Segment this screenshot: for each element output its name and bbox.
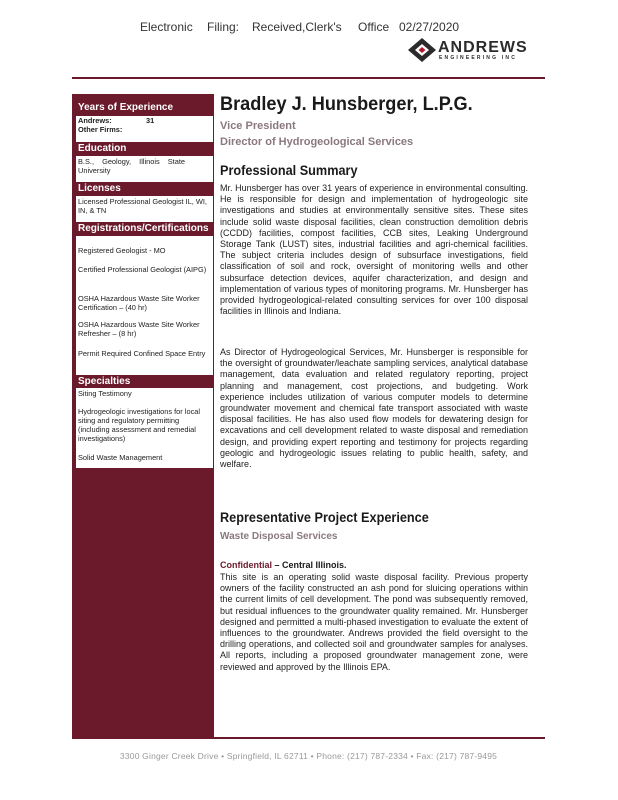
registrations-heading: Registrations/Certifications [78,223,209,234]
department-title: Director of Hydrogeological Services [220,136,414,148]
registration-item: Certified Professional Geologist (AIPG) [78,265,207,274]
logo-subtitle: ENGINEERING INC [439,55,518,61]
stamp-office: Office [358,20,390,34]
job-title: Vice President [220,120,296,132]
diamond-logo-icon [408,38,436,62]
specialties-heading: Specialties [78,376,131,387]
stamp-date: 02/27/2020 [399,20,460,34]
logo-name: ANDREWS [438,39,528,56]
years-andrews [78,116,212,125]
summary-paragraph-2: As Director of Hydrogeological Services, Mr. Hunsberger is responsible for the oversight of groundwater/leachate sampling services, analytical database management, data evaluation and related regulatory reporting, project planning and management, cost projections, and budgeting. Work experience includes utilization of various computer models to determine groundwater movement and chemical fate transport associated with waste disposal facilities. He has also used flow models for dewatering design for excavations and cell development related to waste disposal and remediation design, and providing expert reporting and testimony for projects regarding geologic and hydrogeologic issues relating to public health, safety, and welfare. [220,347,528,470]
education-text: B.S., Geology, Illinois State University [78,157,186,175]
specialty-item: Siting Testimony [78,389,132,398]
footer-address: 3300 Ginger Creek Drive • Springfield, IL 62711 • Phone: (217) 787-2334 • Fax: (217) 787-9495 [119,751,498,761]
specialty-item: Hydrogeologic investigations for local siting and regulatory permitting (including assessment and remedial investigations) [78,407,201,443]
person-name: Bradley J. Hunsberger, L.P.G. [220,93,473,115]
years-andrews-value: 31 [146,116,155,125]
years-heading: Years of Experience [78,102,174,113]
stamp-received: Received,Clerk's [252,20,342,34]
professional-summary-heading: Professional Summary [220,163,358,178]
project-description: This site is an operating solid waste disposal facility. Previous property owners of the facility constructed an ash pond for sluicing operations within the current limits of cell development. The pond was subsequently removed, but residual influences to the groundwater quality remained. Mr. Hunsberger designed and permitted a multi-phased investigation to evaluate the extent of influences to the groundwater. Andrews provided the field oversight to the drilling operations, and collected soil and groundwater samples for analyses. All reports, including a proposed groundwater management zone, were reviewed and approved by the Illinois EPA. [220,572,528,672]
education-heading: Education [78,143,127,154]
licenses-text: Licensed Professional Geologist IL, WI, IN, & TN [78,197,207,215]
registration-item: Permit Required Confined Space Entry [78,349,206,358]
top-divider [72,77,545,79]
andrews-logo [408,38,548,62]
summary-paragraph-1: Mr. Hunsberger has over 31 years of experience in environmental consulting. He is responsible for design and implementation of hydrogeologic site investigations and studies at environmentally sensitive sites. These sites include solid waste disposal facilities, clean construction demolition debris (CCDD) facilities, compost facilities, CCB sites, Leaking Underground Storage Tank (LUST) sites, industrial facilities and agri-chemical facilities. The subject criteria includes design of subsurface investigations, field classification of soil and rock, oversight of monitoring wells and other subsurface detection devices, aquifer characterization, and design and implementation of various types of monitoring programs. Mr. Hunsberger has provided hydrogeological-related consulting services for over 100 disposal facilities in Illinois and Indiana. [220,183,528,317]
registration-item: OSHA Hazardous Waste Site Worker Certification – (40 hr) [78,294,200,312]
bottom-divider [72,737,545,739]
years-andrews-label: Andrews: [78,116,112,125]
project-label: Confidential [220,560,272,570]
project-category: Waste Disposal Services [220,531,338,542]
project-location: – Central Illinois. [274,560,347,570]
project-title [220,560,347,570]
stamp-electronic: Electronic [140,20,193,34]
registration-item: Registered Geologist - MO [78,246,166,255]
registration-item: OSHA Hazardous Waste Site Worker Refresher – (8 hr) [78,320,200,338]
stamp-filing: Filing: [207,20,240,34]
years-other-label: Other Firms: [78,125,123,134]
licenses-heading: Licenses [78,183,121,194]
specialty-item: Solid Waste Management [78,453,163,462]
project-experience-heading: Representative Project Experience [220,510,429,525]
